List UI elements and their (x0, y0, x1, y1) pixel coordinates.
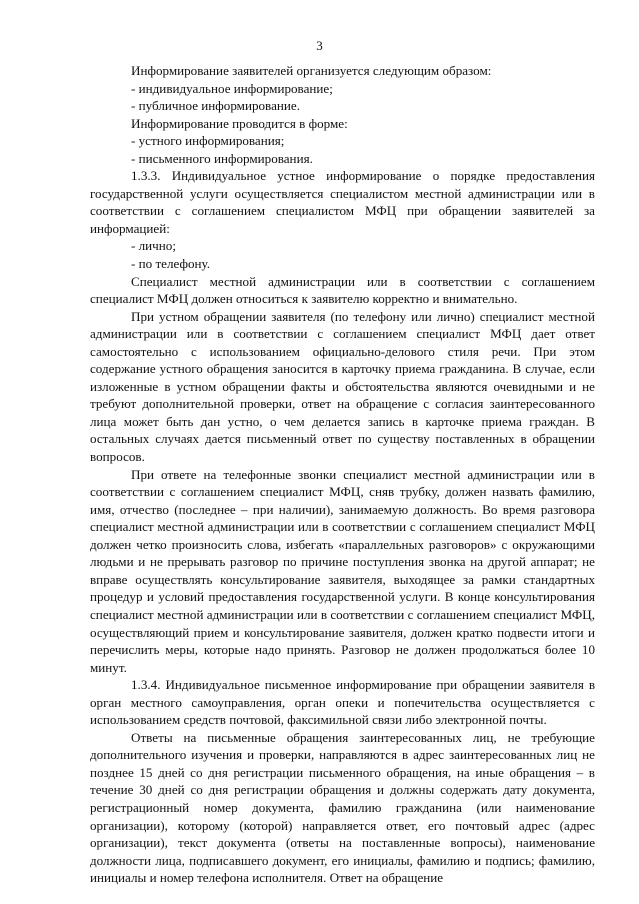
paragraph-written-answers: Ответы на письменные обращения заинтересованных лиц, не требующие дополнительного изучения и проверки, направляются в адрес заинтересованных лиц не позднее 15 дней со дня регистрации письменного обращения, на иные обращения – в течение 30 дней со дня регистрации обращения и должны содержать дату документа, регистрационный номер документа, фамилию гражданина (или наименование организации), которому (которой) направляется ответ, его почтовый адрес (адрес организации), текст документа (ответы на поставленные вопросы), наименование должности лица, подписавшего документ, его инициалы, фамилию и подпись; фамилию, инициалы и номер телефона исполнителя. Ответ на обращение (90, 729, 595, 886)
document-body (90, 62, 595, 887)
list-item-written: - письменного информирования. (131, 150, 313, 166)
paragraph-1-3-4: 1.3.4. Индивидуальное письменное информирование при обращении заявителя в орган местного самоуправления, орган опеки и попечительства осуществляется с использованием средств почтовой, факсимильной связи либо электронной почты. (90, 677, 595, 728)
paragraph-oral-request: При устном обращении заявителя (по телефону или лично) специалист местной администрации или в соответствии с соглашением специалист МФЦ дает ответ самостоятельно с использованием официально-делового стиля речи. При этом содержание устного обращения заносится в карточку приема гражданина. В случае, если изложенные в устном обращении факты и обстоятельства являются очевидными и не требуют дополнительной проверки, ответ на обращение с согласия заинтересованного лица может быть дан устно, о чем делается запись в карточке приема граждан. В остальных случаях дается письменный ответ по существу поставленных в обращении вопросов. (90, 308, 595, 465)
list-item-in-person: - лично; (131, 238, 176, 254)
list-item-by-phone: - по телефону. (131, 256, 211, 272)
paragraph-intro: Информирование заявителей организуется следующим образом: (131, 63, 492, 78)
paragraph-phone-calls: При ответе на телефонные звонки специалист местной администрации или в соответствии с соглашением специалист МФЦ, сняв трубку, должен назвать фамилию, имя, отчество (последнее – при наличии), занимаемую должность. Во время разговора специалист местной администрации или в соответствии с соглашением специалист МФЦ должен четко произносить слова, избегать «параллельных разговоров» с окружающими людьми и не прерывать разговор по причине поступления звонка на другой аппарат; не вправе осуществлять консультирование заявителя, выходящее за рамки стандартных процедур и условий предоставления государственной услуги. В конце консультирования специалист местной администрации или в соответствии с соглашением специалист МФЦ, осуществляющий прием и консультирование заявителя, должен кратко подвести итоги и перечислить меры, которые надо принять. Разговор не должен продолжаться более 10 минут. (90, 466, 595, 675)
list-item-oral: - устного информирования; (131, 133, 285, 149)
list-item-public: - публичное информирование. (131, 98, 300, 114)
paragraph-form: Информирование проводится в форме: (131, 115, 348, 131)
paragraph-1-3-3: 1.3.3. Индивидуальное устное информирование о порядке предоставления государственной услуги осуществляется специалистом местной администрации или в соответствии с соглашением специалистом МФЦ при обращении заявителей за информацией: (90, 168, 595, 236)
page-number: 3 (316, 38, 323, 53)
paragraph-specialist-conduct: Специалист местной администрации или в соответствии с соглашением специалист МФЦ должен относиться к заявителю корректно и внимательно. (90, 273, 595, 307)
list-item-individual: - индивидуальное информирование; (131, 80, 333, 96)
